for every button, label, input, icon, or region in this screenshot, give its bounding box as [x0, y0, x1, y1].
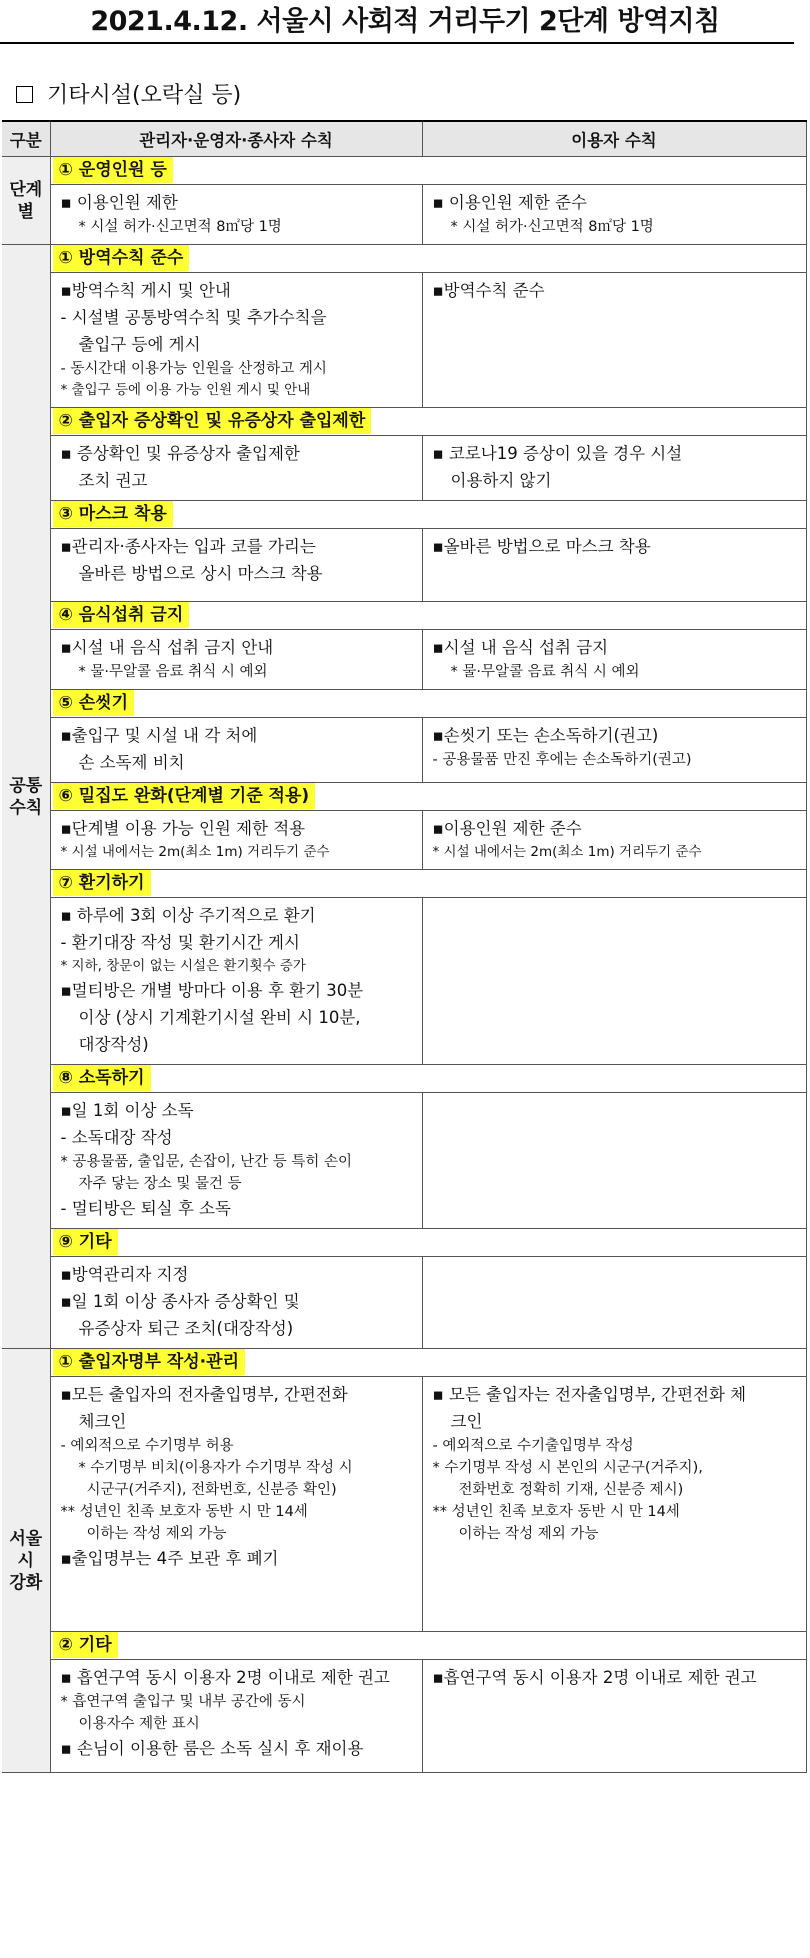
rule-line: ▪관리자·종사자는 입과 코를 가리는: [60, 537, 316, 556]
rule-line: ▪출입구 및 시설 내 각 처에: [60, 726, 258, 745]
user-rules-cell: [422, 718, 806, 783]
rule-line: ** 성년인 친족 보호자 동반 시 만 14세: [432, 1504, 680, 1520]
rule-line: - 동시간대 이용가능 인원을 산정하고 게시: [60, 361, 327, 377]
title-divider: [0, 42, 794, 44]
subsection-heading: ① 출입자명부 작성·관리: [53, 1349, 246, 1375]
rule-line: ▪멀티방은 개별 방마다 이용 후 환기 30분: [60, 981, 364, 1000]
rule-line: ▪올바른 방법으로 마스크 착용: [432, 537, 651, 556]
subsection-heading-cell: [50, 690, 806, 718]
header-user-rules: 이용자 수칙: [422, 121, 806, 157]
header-category: 구분: [2, 121, 50, 157]
rule-line: * 물·무알콜 음료 취식 시 예외: [450, 664, 640, 680]
table-row: [2, 185, 806, 245]
category-label: 단계: [9, 179, 43, 200]
rule-line: 이용자수 제한 표시: [78, 1716, 200, 1732]
manager-rules-cell: [50, 630, 422, 690]
subsection-heading: ⑧ 소독하기: [53, 1065, 151, 1091]
subsection-heading-cell: [50, 602, 806, 630]
rule-line: 유증상자 퇴근 조치(대장작성): [78, 1319, 294, 1338]
rule-line: - 소독대장 작성: [60, 1128, 173, 1147]
table-row: [2, 529, 806, 602]
rule-line: - 시설별 공통방역수칙 및 추가수칙을: [60, 308, 327, 327]
category-cell: [2, 1349, 50, 1773]
rule-line: - 멀티방은 퇴실 후 소독: [60, 1199, 231, 1218]
user-rules-cell: [422, 529, 806, 602]
subsection-heading: ① 방역수칙 준수: [53, 245, 190, 271]
page-title: 2021.4.12. 서울시 사회적 거리두기 2단계 방역지침: [90, 6, 720, 37]
subsection-heading: ⑥ 밀집도 완화(단계별 기준 적용): [53, 783, 316, 809]
section-heading-row: [2, 690, 806, 718]
user-rules-cell: [422, 185, 806, 245]
category-label: 시: [17, 1550, 34, 1571]
rule-line: 손 소독제 비치: [78, 753, 185, 772]
category-label: 수칙: [9, 797, 43, 818]
section-heading-row: [2, 1065, 806, 1093]
rule-line: 크인: [450, 1412, 483, 1431]
rule-line: ▪ 이용인원 제한 준수: [432, 193, 587, 212]
rule-line: 대장작성): [78, 1035, 149, 1054]
manager-rules-cell: [50, 273, 422, 408]
rule-line: * 공용물품, 출입문, 손잡이, 난간 등 특히 손이: [60, 1154, 352, 1170]
user-rules-cell: [422, 1660, 806, 1773]
rule-line: * 수기명부 비치(이용자가 수기명부 작성 시: [78, 1460, 353, 1476]
checkbox-square-icon: [16, 86, 33, 103]
subsection-heading-cell: [50, 157, 806, 185]
rule-line: * 흡연구역 출입구 및 내부 공간에 동시: [60, 1694, 306, 1710]
subsection-heading: ① 운영인원 등: [53, 157, 173, 183]
rule-line: 출입구 등에 게시: [78, 335, 201, 354]
rule-line: * 시설 허가·신고면적 8㎡당 1명: [78, 219, 282, 235]
manager-rules-cell: [50, 436, 422, 501]
section-heading-row: [2, 408, 806, 436]
table-row: [2, 898, 806, 1065]
section-heading-row: [2, 783, 806, 811]
rule-line: 이하는 작성 제외 가능: [458, 1526, 599, 1542]
rule-line: - 공용물품 만진 후에는 손소독하기(권고): [432, 752, 692, 768]
manager-rules-cell: [50, 1377, 422, 1632]
manager-rules-cell: [50, 718, 422, 783]
section-heading-row: [2, 501, 806, 529]
rule-line: - 예외적으로 수기출입명부 작성: [432, 1438, 634, 1454]
rule-line: ▪흡연구역 동시 이용자 2명 이내로 제한 권고: [432, 1668, 757, 1687]
rule-line: ▪출입명부는 4주 보관 후 폐기: [60, 1549, 279, 1568]
rule-line: ▪ 코로나19 증상이 있을 경우 시설: [432, 444, 683, 463]
section-heading-row: [2, 602, 806, 630]
user-rules-cell: [422, 1093, 806, 1229]
user-rules-cell: [422, 273, 806, 408]
rule-line: ▪ 손님이 이용한 룸은 소독 실시 후 재이용: [60, 1739, 364, 1758]
rule-line: ▪일 1회 이상 종사자 증상확인 및: [60, 1292, 300, 1311]
rule-line: 조치 권고: [78, 471, 148, 490]
subsection-heading: ③ 마스크 착용: [53, 501, 173, 527]
category-label: 별: [17, 201, 34, 222]
subsection-heading: ② 기타: [53, 1632, 118, 1658]
header-manager-rules: 관리자·운영자·종사자 수칙: [50, 121, 422, 157]
rule-line: 올바른 방법으로 상시 마스크 착용: [78, 564, 323, 583]
subsection-heading: ④ 음식섭취 금지: [53, 602, 190, 628]
subsection-heading-cell: [50, 501, 806, 529]
table-row: [2, 1257, 806, 1349]
rule-line: ▪손씻기 또는 손소독하기(권고): [432, 726, 659, 745]
rule-line: 전화번호 정확히 기재, 신분증 제시): [458, 1482, 684, 1498]
table-row: [2, 811, 806, 870]
user-rules-cell: [422, 811, 806, 870]
rule-line: 시군구(거주지), 전화번호, 신분증 확인): [86, 1482, 337, 1498]
rule-line: ▪단계별 이용 가능 인원 제한 적용: [60, 819, 306, 838]
manager-rules-cell: [50, 529, 422, 602]
user-rules-cell: [422, 898, 806, 1065]
rule-line: ▪ 하루에 3회 이상 주기적으로 환기: [60, 906, 316, 925]
category-label: 강화: [9, 1572, 43, 1593]
rule-line: ▪방역수칙 게시 및 안내: [60, 281, 231, 300]
manager-rules-cell: [50, 898, 422, 1065]
section-heading-row: [2, 1632, 806, 1660]
rule-line: * 수기명부 작성 시 본인의 시군구(거주지),: [432, 1460, 703, 1476]
category-cell: [2, 245, 50, 1349]
rule-line: ▪방역관리자 지정: [60, 1265, 189, 1284]
rule-line: ▪방역수칙 준수: [432, 281, 545, 300]
subsection-heading-cell: [50, 1349, 806, 1377]
subsection-heading: ② 출입자 증상확인 및 유증상자 출입제한: [53, 408, 372, 434]
subsection-heading-cell: [50, 783, 806, 811]
user-rules-cell: [422, 1257, 806, 1349]
manager-rules-cell: [50, 1257, 422, 1349]
rule-line: 이상 (상시 기계환기시설 완비 시 10분,: [78, 1008, 361, 1027]
user-rules-cell: [422, 630, 806, 690]
subsection-heading-cell: [50, 1632, 806, 1660]
rule-line: ▪ 흡연구역 동시 이용자 2명 이내로 제한 권고: [60, 1668, 390, 1687]
rule-line: * 출입구 등에 이용 가능 인원 게시 및 안내: [60, 382, 311, 398]
section-heading-row: [2, 245, 806, 273]
rule-line: * 지하, 창문이 없는 시설은 환기횟수 증가: [60, 958, 306, 974]
table-body: [2, 157, 806, 1773]
section-heading-row: [2, 1229, 806, 1257]
subsection-heading-cell: [50, 245, 806, 273]
rule-line: - 예외적으로 수기명부 허용: [60, 1438, 234, 1454]
user-rules-cell: [422, 1377, 806, 1632]
rule-line: - 환기대장 작성 및 환기시간 게시: [60, 933, 300, 952]
subsection-heading-cell: [50, 870, 806, 898]
rule-line: ▪시설 내 음식 섭취 금지 안내: [60, 638, 274, 657]
rule-line: * 시설 내에서는 2m(최소 1m) 거리두기 준수: [60, 844, 330, 860]
rule-line: ▪ 모든 출입자는 전자출입명부, 간편전화 체: [432, 1385, 747, 1404]
table-row: [2, 1660, 806, 1773]
table-row: [2, 718, 806, 783]
manager-rules-cell: [50, 185, 422, 245]
table-row: [2, 436, 806, 501]
rule-line: ▪모든 출입자의 전자출입명부, 간편전화: [60, 1385, 348, 1404]
category-label: 공통: [9, 775, 43, 796]
rule-line: * 시설 내에서는 2m(최소 1m) 거리두기 준수: [432, 844, 702, 860]
section-heading-row: [2, 870, 806, 898]
table-row: [2, 1377, 806, 1632]
rule-line: ▪이용인원 제한 준수: [432, 819, 582, 838]
guideline-table: [2, 120, 807, 1773]
section-heading-row: [2, 1349, 806, 1377]
rule-line: * 물·무알콜 음료 취식 시 예외: [78, 664, 268, 680]
table-row: [2, 1093, 806, 1229]
subsection-heading-cell: [50, 1229, 806, 1257]
rule-line: * 시설 허가·신고면적 8㎡당 1명: [450, 219, 654, 235]
section-heading-row: [2, 157, 806, 185]
table-row: [2, 630, 806, 690]
rule-line: ▪ 증상확인 및 유증상자 출입제한: [60, 444, 300, 463]
rule-line: 이용하지 않기: [450, 471, 552, 490]
rule-line: ** 성년인 친족 보호자 동반 시 만 14세: [60, 1504, 308, 1520]
rule-line: ▪ 이용인원 제한: [60, 193, 178, 212]
manager-rules-cell: [50, 1093, 422, 1229]
rule-line: ▪일 1회 이상 소독: [60, 1101, 194, 1120]
table-row: [2, 273, 806, 408]
subsection-heading: ⑤ 손씻기: [53, 690, 135, 716]
rule-line: 체크인: [78, 1412, 127, 1431]
manager-rules-cell: [50, 1660, 422, 1773]
section-heading: [16, 82, 241, 110]
rule-line: 이하는 작성 제외 가능: [86, 1526, 227, 1542]
table-header-row: [2, 121, 806, 157]
subsection-heading: ⑨ 기타: [53, 1229, 118, 1255]
subsection-heading-cell: [50, 408, 806, 436]
subsection-heading: ⑦ 환기하기: [53, 870, 151, 896]
subsection-heading-cell: [50, 1065, 806, 1093]
category-label: 서울: [9, 1528, 43, 1549]
manager-rules-cell: [50, 811, 422, 870]
category-cell: [2, 157, 50, 245]
rule-line: 자주 닿는 장소 및 물건 등: [78, 1176, 242, 1192]
user-rules-cell: [422, 436, 806, 501]
section-heading-text: 기타시설(오락실 등): [47, 83, 242, 108]
rule-line: ▪시설 내 음식 섭취 금지: [432, 638, 609, 657]
